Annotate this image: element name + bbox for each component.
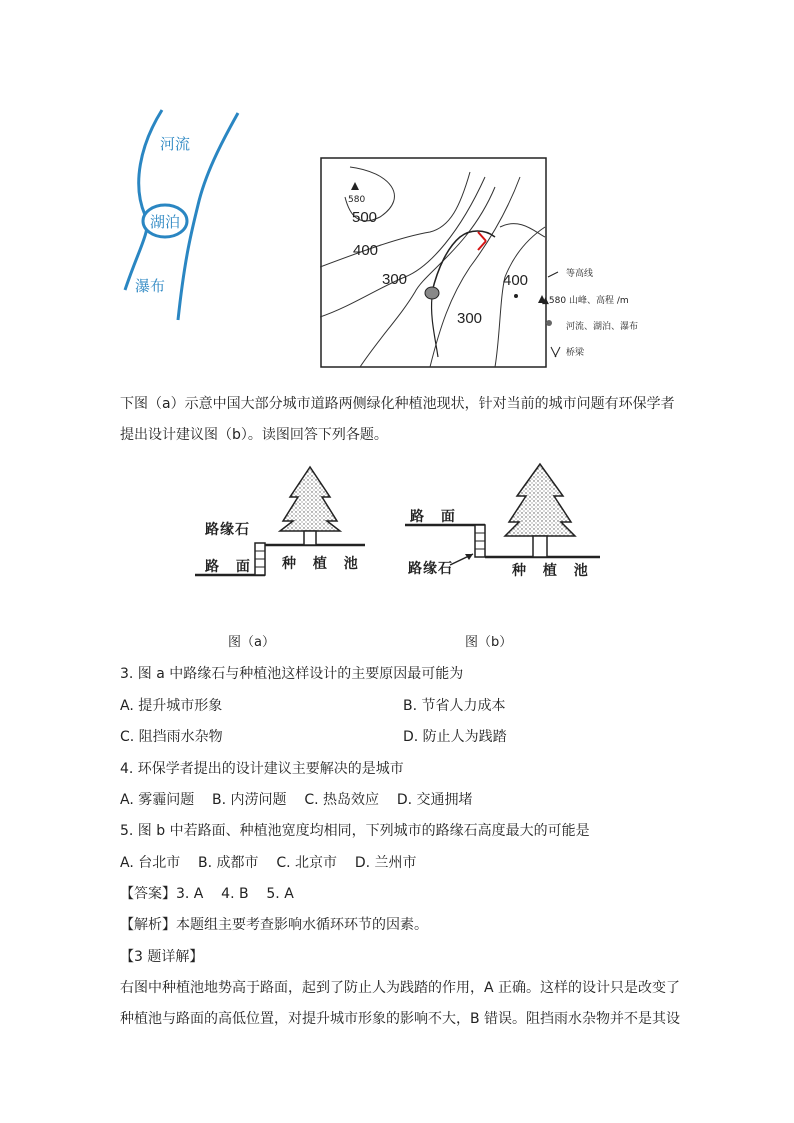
q3-option-b: B. 节省人力成本 <box>403 698 506 714</box>
analysis-line: 【解析】本题组主要考查影响水循环环节的因素。 <box>120 917 428 933</box>
q3-option-c: C. 阻挡雨水杂物 <box>120 729 223 745</box>
fig-a-road-label: 路 面 <box>205 559 256 575</box>
peak-elevation: 580 <box>348 195 366 205</box>
legend-contour: 等高线 <box>566 269 594 279</box>
q5-stem: 5. 图 b 中若路面、种植池宽度均相同，下列城市的路缘石高度最大的可能是 <box>120 823 590 839</box>
intro-line-2: 提出设计建议图（b）。读图回答下列各题。 <box>120 427 388 443</box>
q4-options: A. 雾霾问题 B. 内涝问题 C. 热岛效应 D. 交通拥堵 <box>120 792 473 808</box>
fig-a-pit-label: 种 植 池 <box>282 556 364 572</box>
detail-title: 【3 题详解】 <box>120 949 204 965</box>
legend-water: 河流、湖泊、瀑布 <box>566 322 639 332</box>
q5-options: A. 台北市 B. 成都市 C. 北京市 D. 兰州市 <box>120 855 417 871</box>
contour-label-400a: 400 <box>353 242 379 259</box>
intro-line-1: 下图（a）示意中国大部分城市道路两侧绿化种植池现状，针对当前的城市问题有环保学者 <box>120 396 675 412</box>
fig-b-pit-label: 种 植 池 <box>512 563 594 579</box>
contour-label-500: 500 <box>352 209 378 226</box>
fig-a-caption: 图（a） <box>228 635 275 650</box>
lake-label: 湖泊 <box>150 213 181 231</box>
legend-bridge: 桥梁 <box>566 348 585 358</box>
fig-a-curb-label: 路缘石 <box>205 522 250 538</box>
river-label: 河流 <box>160 135 191 153</box>
q3-option-d: D. 防止人为践踏 <box>403 729 507 745</box>
contour-map-drawing <box>320 157 670 369</box>
figure-a <box>195 463 375 583</box>
q3-option-a: A. 提升城市形象 <box>120 698 223 714</box>
contour-map <box>320 157 670 369</box>
q3-stem: 3. 图 a 中路缘石与种植池这样设计的主要原因最可能为 <box>120 666 464 682</box>
contour-label-300b: 300 <box>457 310 483 327</box>
figure-b <box>405 460 610 585</box>
fig-b-curb-label: 路缘石 <box>408 561 453 577</box>
q4-stem: 4. 环保学者提出的设计建议主要解决的是城市 <box>120 761 404 777</box>
fig-b-caption: 图（b） <box>465 635 513 650</box>
waterfall-label: 瀑布 <box>135 277 166 295</box>
answer-line: 【答案】3. A 4. B 5. A <box>120 886 294 902</box>
legend-peak: ▲580 山峰、高程 /m <box>542 296 629 306</box>
fig-b-road-label: 路 面 <box>410 509 461 525</box>
detail-line-1: 右图中种植池地势高于路面，起到了防止人为践踏的作用，A 正确。这样的设计只是改变了 <box>120 980 681 996</box>
contour-label-300a: 300 <box>382 271 408 288</box>
river-lake-sketch <box>110 105 250 325</box>
contour-label-400b: 400 <box>503 272 529 289</box>
detail-line-2: 种植池与路面的高低位置，对提升城市形象的影响不大，B 错误。阻挡雨水杂物并不是其设 <box>120 1011 681 1027</box>
